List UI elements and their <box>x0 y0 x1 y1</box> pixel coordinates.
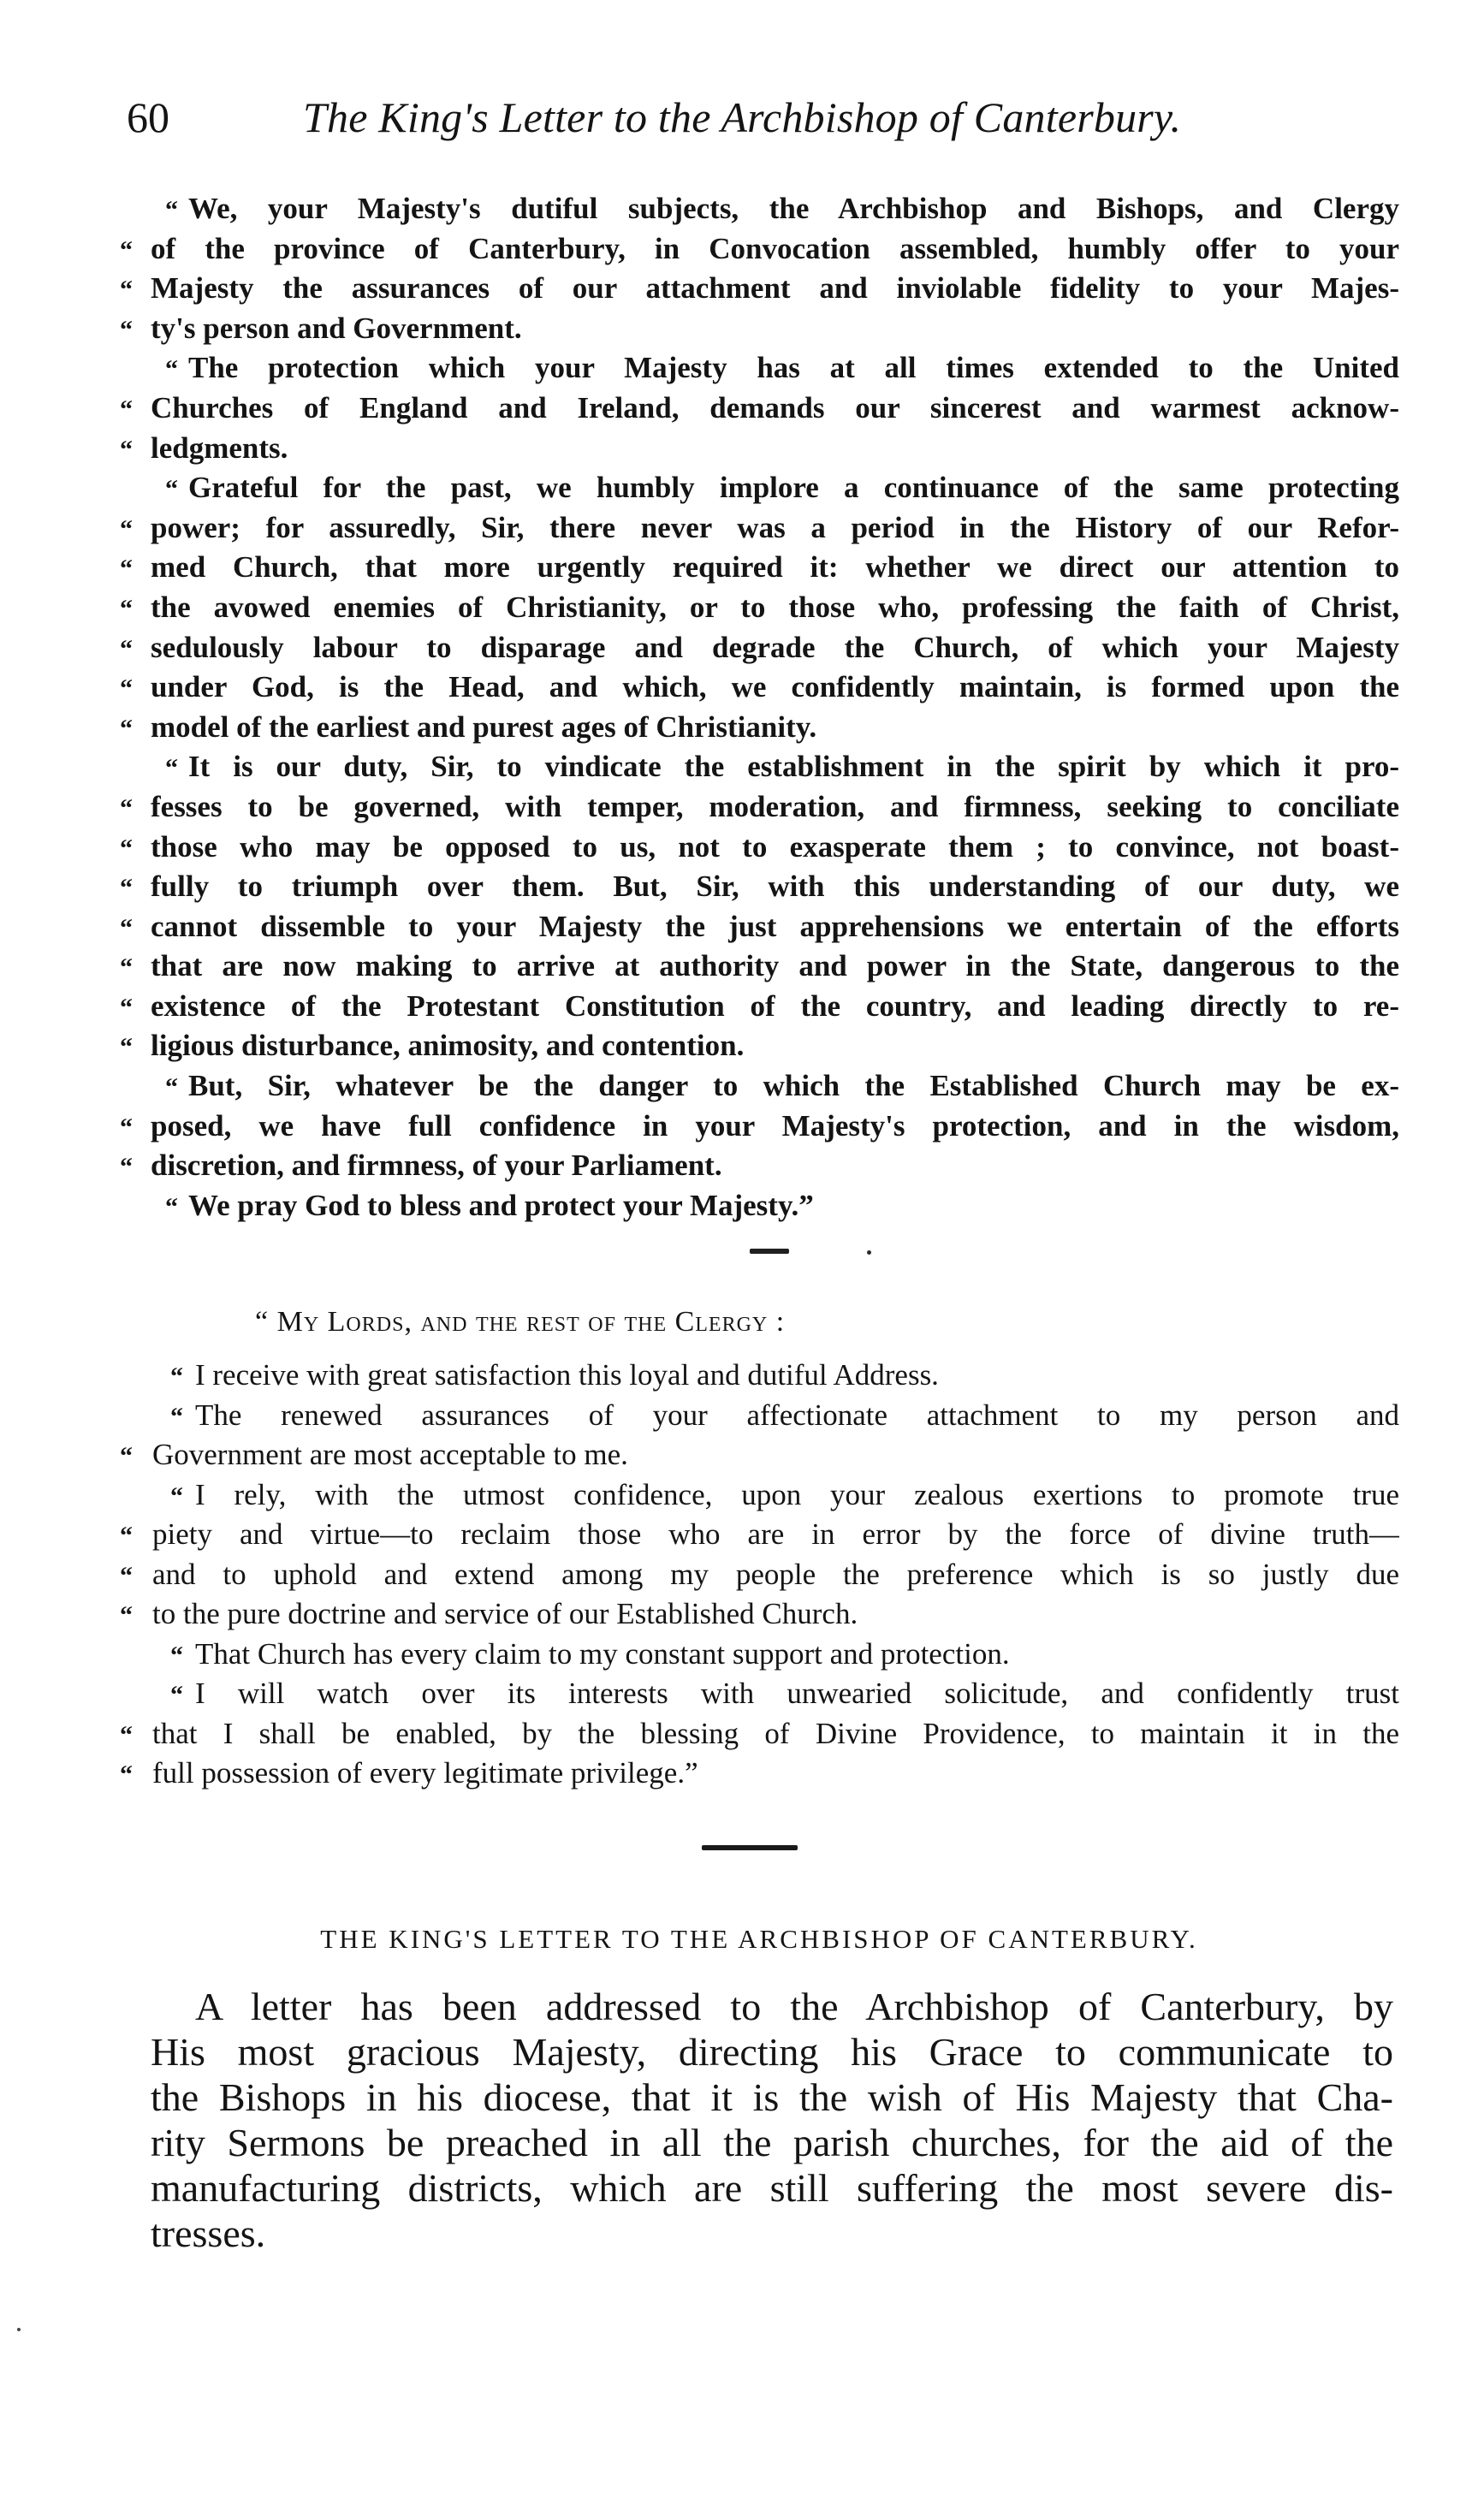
line-text: We pray God to bless and protect your Majesty.” <box>188 1188 814 1222</box>
address-to-king <box>120 190 1399 1226</box>
margin-speck <box>17 2328 21 2331</box>
line-text: His most gracious Majesty, directing his Grace to communicate to <box>151 2030 1393 2074</box>
quote-mark: “ <box>120 1720 133 1749</box>
line-text: to the pure doctrine and service of our Established Church. <box>152 1597 858 1630</box>
text-line <box>120 828 1399 869</box>
text-line <box>151 2120 1393 2165</box>
line-text: existence of the Protestant Constitution of the country, and leading directly to re- <box>151 988 1399 1023</box>
quote-mark: “ <box>120 793 133 822</box>
section-ornament <box>750 1249 789 1254</box>
quote-mark: “ <box>120 874 133 903</box>
line-text: tresses. <box>151 2211 266 2255</box>
quote-mark: “ <box>120 913 133 942</box>
line-text: Churches of England and Ireland, demands our sincerest and warmest acknow- <box>151 390 1399 424</box>
quote-mark: “ <box>165 355 178 384</box>
text-line <box>120 1107 1399 1148</box>
quote-mark: “ <box>120 315 133 344</box>
quote-mark: “ <box>120 714 133 743</box>
text-line <box>120 1067 1399 1107</box>
text-line <box>120 1436 1399 1476</box>
quote-mark: “ <box>165 754 178 783</box>
text-line <box>120 748 1399 788</box>
quote-mark: “ <box>120 1760 133 1789</box>
text-line <box>120 1476 1399 1517</box>
line-text: that I shall be enabled, by the blessing of Divine Providence, to maintain it in the <box>152 1716 1399 1750</box>
text-line <box>120 668 1399 709</box>
section-heading: THE KING'S LETTER TO THE ARCHBISHOP OF CANTERBURY. <box>320 1924 1198 1954</box>
text-line <box>120 589 1399 629</box>
text-line <box>120 549 1399 589</box>
text-line <box>151 2165 1393 2211</box>
text-line <box>120 868 1399 908</box>
line-text: piety and virtue—to reclaim those who are in error by the force of divine truth— <box>152 1517 1399 1551</box>
text-line <box>120 1635 1399 1676</box>
quote-mark: “ <box>120 555 133 584</box>
quote-mark: “ <box>120 1522 133 1550</box>
text-line <box>120 1675 1399 1715</box>
line-text: But, Sir, whatever be the danger to which the Established Church may be ex- <box>188 1069 1399 1103</box>
line-text: posed, we have full confidence in your Majesty's protection, and in the wisdom, <box>151 1108 1399 1143</box>
text-line <box>120 1397 1399 1437</box>
quote-mark: “ <box>120 834 133 863</box>
page-header <box>127 92 1410 152</box>
quote-mark: “ <box>165 475 178 504</box>
quote-mark: “ <box>120 395 133 424</box>
text-line <box>120 709 1399 749</box>
line-text: Government are most acceptable to me. <box>152 1438 628 1471</box>
section-rule <box>702 1845 798 1850</box>
quote-mark: “ <box>120 1442 133 1470</box>
text-line <box>120 629 1399 669</box>
quote-mark: “ <box>120 276 133 305</box>
line-text: We, your Majesty's dutiful subjects, the Archbishop and Bishops, and Clergy <box>188 192 1399 225</box>
line-text: It is our duty, Sir, to vindicate the establishment in the spirit by which it pro- <box>188 750 1399 784</box>
line-text: ledgments. <box>151 430 288 465</box>
line-text: Grateful for the past, we humbly implore a continuance of the same protecting <box>188 471 1399 505</box>
text-line <box>120 1147 1399 1187</box>
line-text: The protection which your Majesty has at all times extended to the United <box>188 351 1399 385</box>
text-line <box>120 1715 1399 1755</box>
quote-mark: “ <box>120 1033 133 1062</box>
text-line <box>120 947 1399 988</box>
line-text: sedulously labour to disparage and degrade the Church, of which your Majesty <box>151 630 1399 664</box>
text-line <box>120 430 1399 470</box>
line-text: model of the earliest and purest ages of Christianity. <box>151 709 817 744</box>
quote-mark: “ <box>120 1153 133 1182</box>
quote-mark: “ <box>120 993 133 1022</box>
line-text: I will watch over its interests with unwearied solicitude, and confidently trust <box>195 1677 1399 1710</box>
line-text: med Church, that more urgently required it: whether we direct our attention to <box>151 550 1399 585</box>
text-line <box>120 310 1399 350</box>
quote-mark: “ <box>120 953 133 982</box>
quote-mark: “ <box>170 1681 183 1709</box>
text-line <box>120 349 1399 389</box>
line-text: A letter has been addressed to the Archbishop of Canterbury, by <box>195 1985 1393 2028</box>
line-text: those who may be opposed to us, not to exasperate them ; to convince, not boast- <box>151 829 1399 864</box>
section-paragraph <box>151 1984 1393 2256</box>
quote-mark: “ <box>120 1113 133 1142</box>
quote-mark: “ <box>165 196 178 224</box>
text-line <box>120 1356 1399 1397</box>
text-line <box>120 509 1399 549</box>
quote-mark: “ <box>120 634 133 663</box>
quote-mark: “ <box>120 435 133 464</box>
quote-mark: “ <box>165 1192 178 1221</box>
text-line <box>120 908 1399 948</box>
quote-mark: “ <box>120 674 133 703</box>
text-line <box>120 389 1399 430</box>
text-line <box>120 190 1399 230</box>
line-text: full possession of every legitimate privilege.” <box>152 1756 698 1790</box>
line-text: ligious disturbance, animosity, and contention. <box>151 1029 745 1063</box>
text-line <box>120 1595 1399 1635</box>
text-line <box>151 2029 1393 2075</box>
line-text: I receive with great satisfaction this loyal and dutiful Address. <box>195 1358 939 1392</box>
running-title: The King's Letter to the Archbishop of Canterbury. <box>303 93 1182 141</box>
line-text: of the province of Canterbury, in Convocation assembled, humbly offer to your <box>151 231 1399 265</box>
king-reply <box>120 1356 1399 1795</box>
line-text: ty's person and Government. <box>151 311 522 345</box>
quote-mark: “ <box>165 1073 178 1102</box>
ink-speck <box>867 1250 871 1255</box>
line-text: manufacturing districts, which are still suffering the most severe dis- <box>151 2166 1393 2210</box>
quote-mark: “ <box>170 1481 183 1511</box>
line-text: fesses to be governed, with temper, moderation, and firmness, seeking to conciliate <box>151 789 1399 823</box>
text-line <box>120 1027 1399 1067</box>
text-line <box>120 270 1399 310</box>
line-text: discretion, and firmness, of your Parliament. <box>151 1149 722 1183</box>
page-number: 60 <box>127 93 169 141</box>
text-line <box>120 1754 1399 1795</box>
line-text: power; for assuredly, Sir, there never was a period in the History of our Refor- <box>151 510 1399 544</box>
text-line <box>151 1984 1393 2029</box>
text-line <box>120 988 1399 1028</box>
quote-mark: “ <box>170 1641 183 1670</box>
text-line <box>120 1556 1399 1596</box>
reply-salutation: “ My Lords, and the rest of the Clergy : <box>255 1306 786 1338</box>
line-text: That Church has every claim to my constant support and protection. <box>195 1636 1010 1671</box>
line-text: that are now making to arrive at authority and power in the State, dangerous to the <box>151 949 1399 983</box>
quote-mark: “ <box>170 1402 183 1431</box>
line-text: cannot dissemble to your Majesty the just apprehensions we entertain of the efforts <box>151 909 1399 943</box>
quote-mark: “ <box>120 514 133 543</box>
quote-mark: “ <box>120 235 133 264</box>
quote-mark: “ <box>120 1601 133 1629</box>
text-line <box>151 2075 1393 2120</box>
line-text: I rely, with the utmost confidence, upon your zealous exertions to promote true <box>195 1477 1399 1511</box>
line-text: the avowed enemies of Christianity, or to those who, professing the faith of Christ, <box>151 590 1399 624</box>
text-line <box>120 230 1399 270</box>
quote-mark: “ <box>120 1561 133 1590</box>
line-text: Majesty the assurances of our attachment and inviolable fidelity to your Majes- <box>151 271 1399 306</box>
quote-mark: “ <box>120 594 133 623</box>
text-line <box>120 1187 1399 1227</box>
text-line <box>120 788 1399 828</box>
line-text: The renewed assurances of your affectionate attachment to my person and <box>195 1398 1399 1432</box>
line-text: fully to triumph over them. But, Sir, with this understanding of our duty, we <box>151 870 1399 904</box>
line-text: rity Sermons be preached in all the parish churches, for the aid of the <box>151 2121 1393 2164</box>
text-line <box>120 1516 1399 1556</box>
quote-mark: “ <box>170 1362 183 1391</box>
text-line <box>120 469 1399 509</box>
line-text: the Bishops in his diocese, that it is the wish of His Majesty that Cha- <box>151 2075 1393 2119</box>
text-line <box>151 2211 1393 2256</box>
line-text: and to uphold and extend among my people the preference which is so justly due <box>152 1557 1399 1591</box>
line-text: under God, is the Head, and which, we confidently maintain, is formed upon the <box>151 670 1399 704</box>
